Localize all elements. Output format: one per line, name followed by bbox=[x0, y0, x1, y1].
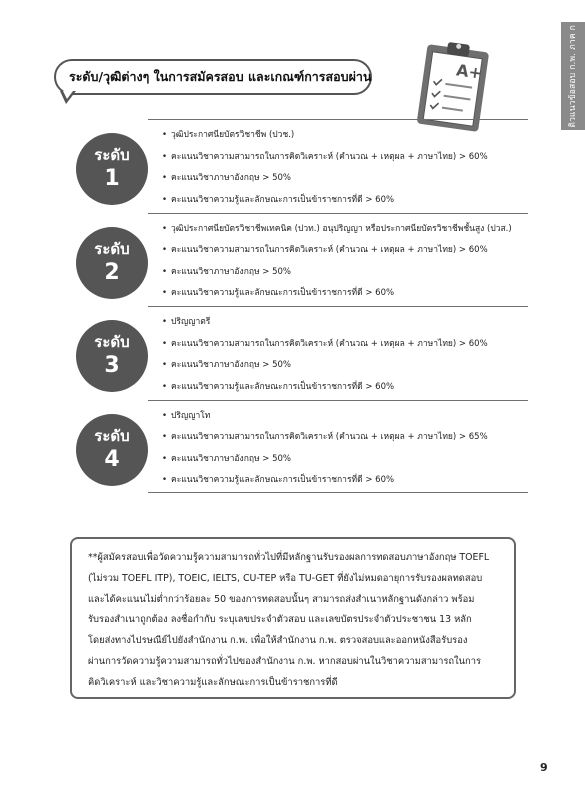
level-divider bbox=[148, 492, 528, 493]
clipboard-grade-text: A+ bbox=[455, 60, 484, 83]
level-criteria bbox=[162, 125, 528, 211]
criteria-item: • คะแนนวิชาความรู้และลักษณะการเป็นข้าราชการที่ดี > 60% bbox=[162, 283, 528, 305]
criteria-item: • ปริญญาโท bbox=[162, 406, 528, 428]
level-list bbox=[76, 119, 528, 493]
criteria-item: • คะแนนวิชาภาษาอังกฤษ > 50% bbox=[162, 262, 528, 284]
note-line: ผ่านการวัดความรู้ความสามารถทั่วไปของสำนักงาน ก.พ. หากสอบผ่านในวิชาความสามารถในการ bbox=[88, 655, 482, 667]
level-row-1 bbox=[76, 119, 528, 213]
note-line: รับรองสำเนาถูกต้อง ลงชื่อกำกับ ระบุเลขประจำตัวสอบ และเลขบัตรประจำตัวประชาชน 13 หลัก bbox=[88, 614, 472, 626]
level-row-3 bbox=[76, 306, 528, 400]
level-badge-label: ระดับ bbox=[94, 146, 130, 164]
note-line: **ผู้สมัครสอบเพื่อวัดความรู้ความสามารถทั่วไปที่มีหลักฐานรับรองผลการทดสอบภาษาอังกฤษ TOEFL bbox=[88, 552, 490, 563]
note-line: คิดวิเคราะห์ และวิชาความรู้และลักษณะการเป็นข้าราชการที่ดี bbox=[88, 676, 338, 688]
criteria-item: • ปริญญาตรี bbox=[162, 312, 528, 334]
level-badge bbox=[76, 320, 148, 392]
level-divider bbox=[148, 306, 528, 307]
section-side-tab-label: ติวแนวข้อสอบ ก.พ. ภาค ก bbox=[568, 24, 578, 128]
level-badge bbox=[76, 227, 148, 299]
criteria-item: • คะแนนวิชาภาษาอังกฤษ > 50% bbox=[162, 449, 528, 471]
level-row-2 bbox=[76, 213, 528, 307]
criteria-item: • คะแนนวิชาความสามารถในการคิดวิเคราะห์ (คำนวณ + เหตุผล + ภาษาไทย) > 60% bbox=[162, 240, 528, 262]
criteria-item: • คะแนนวิชาภาษาอังกฤษ > 50% bbox=[162, 355, 528, 377]
page-number: 9 bbox=[540, 761, 548, 774]
level-badge-number: 3 bbox=[104, 353, 120, 378]
level-badge-label: ระดับ bbox=[94, 426, 130, 445]
criteria-item: • คะแนนวิชาความสามารถในการคิดวิเคราะห์ (คำนวณ + เหตุผล + ภาษาไทย) > 65% bbox=[162, 427, 528, 449]
note-line: (ไม่รวม TOEFL ITP), TOEIC, IELTS, CU-TEP หรือ TU-GET ที่ยังไม่หมดอายุการรับรองผลทดสอบ bbox=[88, 572, 483, 584]
level-divider bbox=[148, 213, 528, 214]
level-criteria bbox=[162, 312, 528, 398]
english-certificate-note bbox=[70, 537, 516, 699]
criteria-item: • คะแนนวิชาความรู้และลักษณะการเป็นข้าราชการที่ดี > 60% bbox=[162, 190, 528, 212]
level-badge-number: 4 bbox=[104, 446, 120, 472]
criteria-item: • วุฒิประกาศนียบัตรวิชาชีพเทคนิค (ปวท.) อนุปริญญา หรือประกาศนียบัตรวิชาชีพชั้นสูง (ปวส.) bbox=[162, 219, 528, 241]
note-line: โดยส่งทางไปรษณีย์ไปยังสำนักงาน ก.พ. เพื่อให้สำนักงาน ก.พ. ตรวจสอบและออกหนังสือรับรอง bbox=[88, 635, 468, 647]
level-criteria bbox=[162, 219, 528, 305]
section-side-tab bbox=[561, 22, 585, 130]
level-criteria bbox=[162, 406, 528, 492]
criteria-item: • คะแนนวิชาความรู้และลักษณะการเป็นข้าราชการที่ดี > 60% bbox=[162, 377, 528, 399]
criteria-item: • คะแนนวิชาความรู้และลักษณะการเป็นข้าราชการที่ดี > 60% bbox=[162, 470, 528, 492]
level-badge-number: 2 bbox=[104, 259, 120, 285]
title-bubble-tail-inner bbox=[63, 91, 73, 99]
criteria-item: • คะแนนวิชาภาษาอังกฤษ > 50% bbox=[162, 168, 528, 190]
criteria-item: • วุฒิประกาศนียบัตรวิชาชีพ (ปวช.) bbox=[162, 125, 528, 147]
level-badge-number: 1 bbox=[104, 166, 120, 191]
page-title-bubble bbox=[54, 59, 372, 95]
level-badge bbox=[76, 414, 148, 486]
page-title: ระดับ/วุฒิต่างๆ ในการสมัครสอบ และเกณฑ์การสอบผ่าน bbox=[69, 69, 372, 84]
level-row-4 bbox=[76, 400, 528, 494]
criteria-item: • คะแนนวิชาความสามารถในการคิดวิเคราะห์ (คำนวณ + เหตุผล + ภาษาไทย) > 60% bbox=[162, 147, 528, 169]
criteria-item: • คะแนนวิชาความสามารถในการคิดวิเคราะห์ (คำนวณ + เหตุผล + ภาษาไทย) > 60% bbox=[162, 334, 528, 356]
note-line: และได้คะแนนไม่ต่ำกว่าร้อยละ 50 ของการทดสอบนั้นๆ สามารถส่งสำเนาหลักฐานดังกล่าว พร้อม bbox=[88, 593, 475, 605]
level-divider bbox=[148, 400, 528, 401]
level-badge-label: ระดับ bbox=[94, 333, 130, 351]
level-badge bbox=[76, 133, 148, 205]
level-badge-label: ระดับ bbox=[94, 239, 130, 258]
level-divider bbox=[148, 119, 528, 120]
